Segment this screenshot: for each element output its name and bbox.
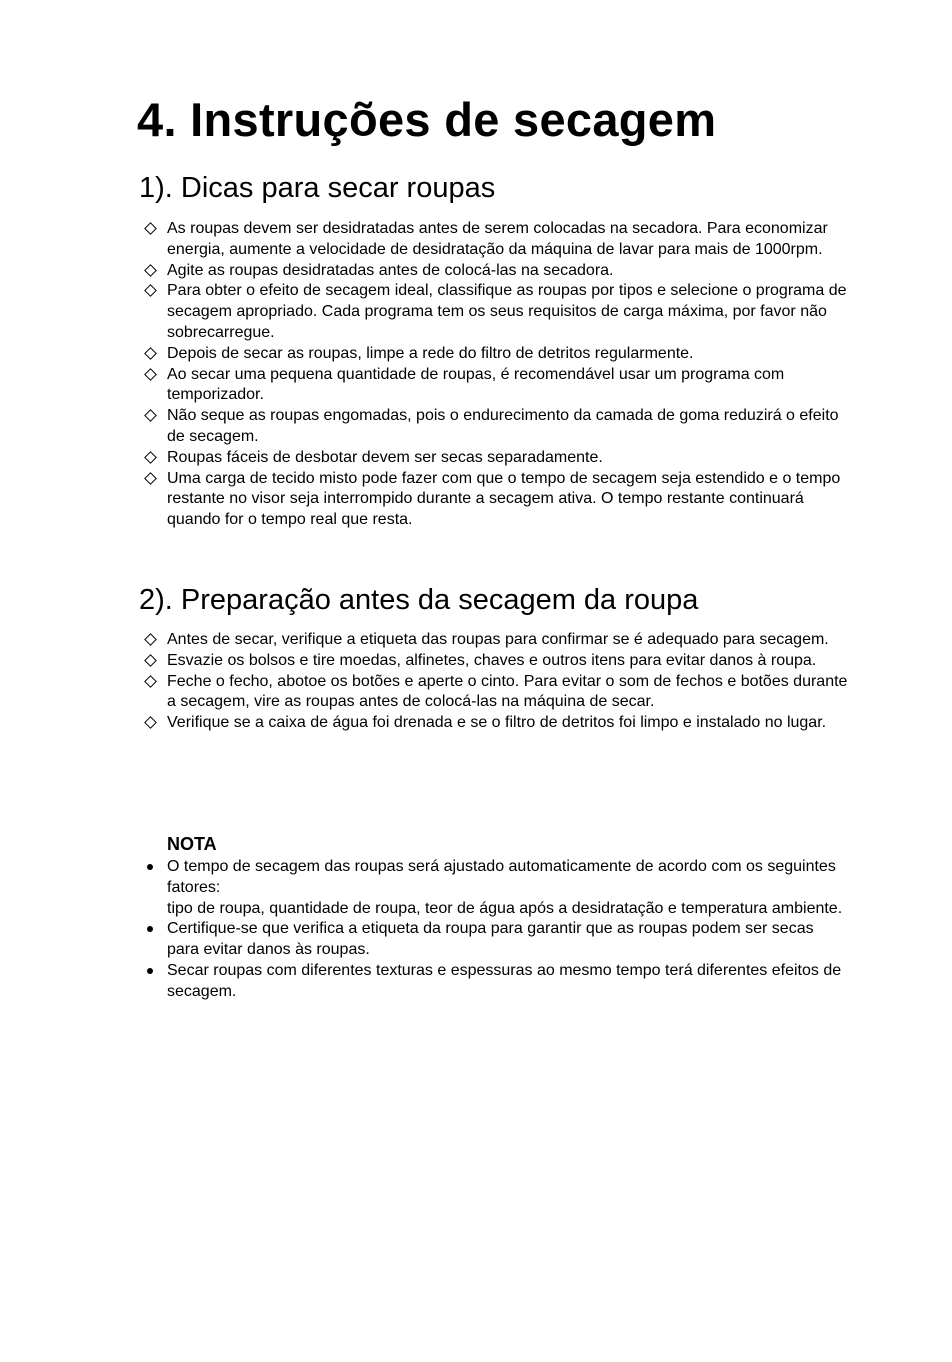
- note-heading: NOTA: [167, 834, 217, 854]
- diamond-bullet-icon: [144, 368, 157, 381]
- page-title: 4. Instruções de secagem: [137, 93, 717, 146]
- preparation-list: [140, 630, 850, 734]
- list-item: [140, 961, 850, 1003]
- diamond-bullet-icon: [144, 264, 157, 277]
- list-item: [140, 651, 850, 672]
- diamond-bullet-icon: [144, 472, 157, 485]
- section-heading-dicas: 1). Dicas para secar roupas: [139, 172, 496, 204]
- diamond-bullet-icon: [144, 347, 157, 360]
- diamond-bullet-icon: [144, 633, 157, 646]
- note-list: [140, 857, 850, 1003]
- list-item: [140, 365, 850, 407]
- diamond-bullet-icon: [144, 654, 157, 667]
- dot-bullet-icon: [147, 926, 153, 932]
- list-item-text: Esvazie os bolsos e tire moedas, alfinetes, chaves e outros itens para evitar danos à roupa.: [167, 651, 817, 669]
- list-item-text: Ao secar uma pequena quantidade de roupas, é recomendável usar um programa com temporizador.: [167, 365, 785, 404]
- list-item: [140, 406, 850, 448]
- diamond-bullet-icon: [144, 222, 157, 235]
- list-item: [140, 630, 850, 651]
- list-item: [140, 281, 850, 343]
- list-item: [140, 448, 850, 469]
- tips-list: [140, 219, 850, 531]
- list-item-text: Feche o fecho, abotoe os botões e aperte o cinto. Para evitar o som de fechos e botões durante a secagem, vire as roupas antes de colocá-las na máquina de secar.: [167, 672, 848, 711]
- list-item-text: Verifique se a caixa de água foi drenada e se o filtro de detritos foi limpo e instalado no lugar.: [167, 714, 827, 732]
- list-item-text: Certifique-se que verifica a etiqueta da roupa para garantir que as roupas podem ser secas para evitar danos às roupas.: [167, 920, 814, 959]
- diamond-bullet-icon: [144, 716, 157, 729]
- dot-bullet-icon: [147, 968, 153, 974]
- list-item: [140, 344, 850, 365]
- section-heading-preparacao: 2). Preparação antes da secagem da roupa: [139, 584, 699, 616]
- list-item-text: Roupas fáceis de desbotar devem ser secas separadamente.: [167, 448, 603, 466]
- list-item: [140, 469, 850, 531]
- list-item: [140, 919, 850, 961]
- list-item-text: tipo de roupa, quantidade de roupa, teor de água após a desidratação e temperatura ambiente.: [167, 899, 843, 917]
- list-item-text: Agite as roupas desidratadas antes de colocá-las na secadora.: [167, 261, 614, 279]
- list-item: [140, 672, 850, 714]
- list-item: [140, 219, 850, 261]
- dot-bullet-icon: [147, 864, 153, 870]
- diamond-bullet-icon: [144, 285, 157, 298]
- list-item: [140, 713, 850, 734]
- diamond-bullet-icon: [144, 675, 157, 688]
- diamond-bullet-icon: [144, 451, 157, 464]
- list-item-text: Depois de secar as roupas, limpe a rede do filtro de detritos regularmente.: [167, 344, 694, 362]
- list-item-text: Não seque as roupas engomadas, pois o endurecimento da camada de goma reduzirá o efeito de secagem.: [167, 407, 839, 445]
- diamond-bullet-icon: [144, 409, 157, 422]
- list-item-text: Antes de secar, verifique a etiqueta das roupas para confirmar se é adequado para secagem.: [167, 631, 829, 648]
- list-item: [140, 857, 850, 919]
- list-item-text: Secar roupas com diferentes texturas e espessuras ao mesmo tempo terá diferentes efeitos de secagem.: [167, 961, 842, 1000]
- list-item: [140, 261, 850, 282]
- list-item-text: Uma carga de tecido misto pode fazer com que o tempo de secagem seja estendido e o tempo restante no visor seja interrompido durante a secagem ativa. O tempo restante continuará quando for o tempo real que resta.: [167, 469, 841, 529]
- list-item-text: As roupas devem ser desidratadas antes de serem colocadas na secadora. Para economizar energia, aumente a velocidade de desidratação da máquina de lavar para mais de 1000rpm.: [167, 220, 828, 258]
- list-item-text: Para obter o efeito de secagem ideal, classifique as roupas por tipos e selecione o programa de secagem apropriado. Cada programa tem os seus requisitos de carga máxima, por favor não sobrecarregue.: [167, 282, 847, 341]
- list-item-text: O tempo de secagem das roupas será ajustado automaticamente de acordo com os seguintes fatores:: [167, 858, 836, 896]
